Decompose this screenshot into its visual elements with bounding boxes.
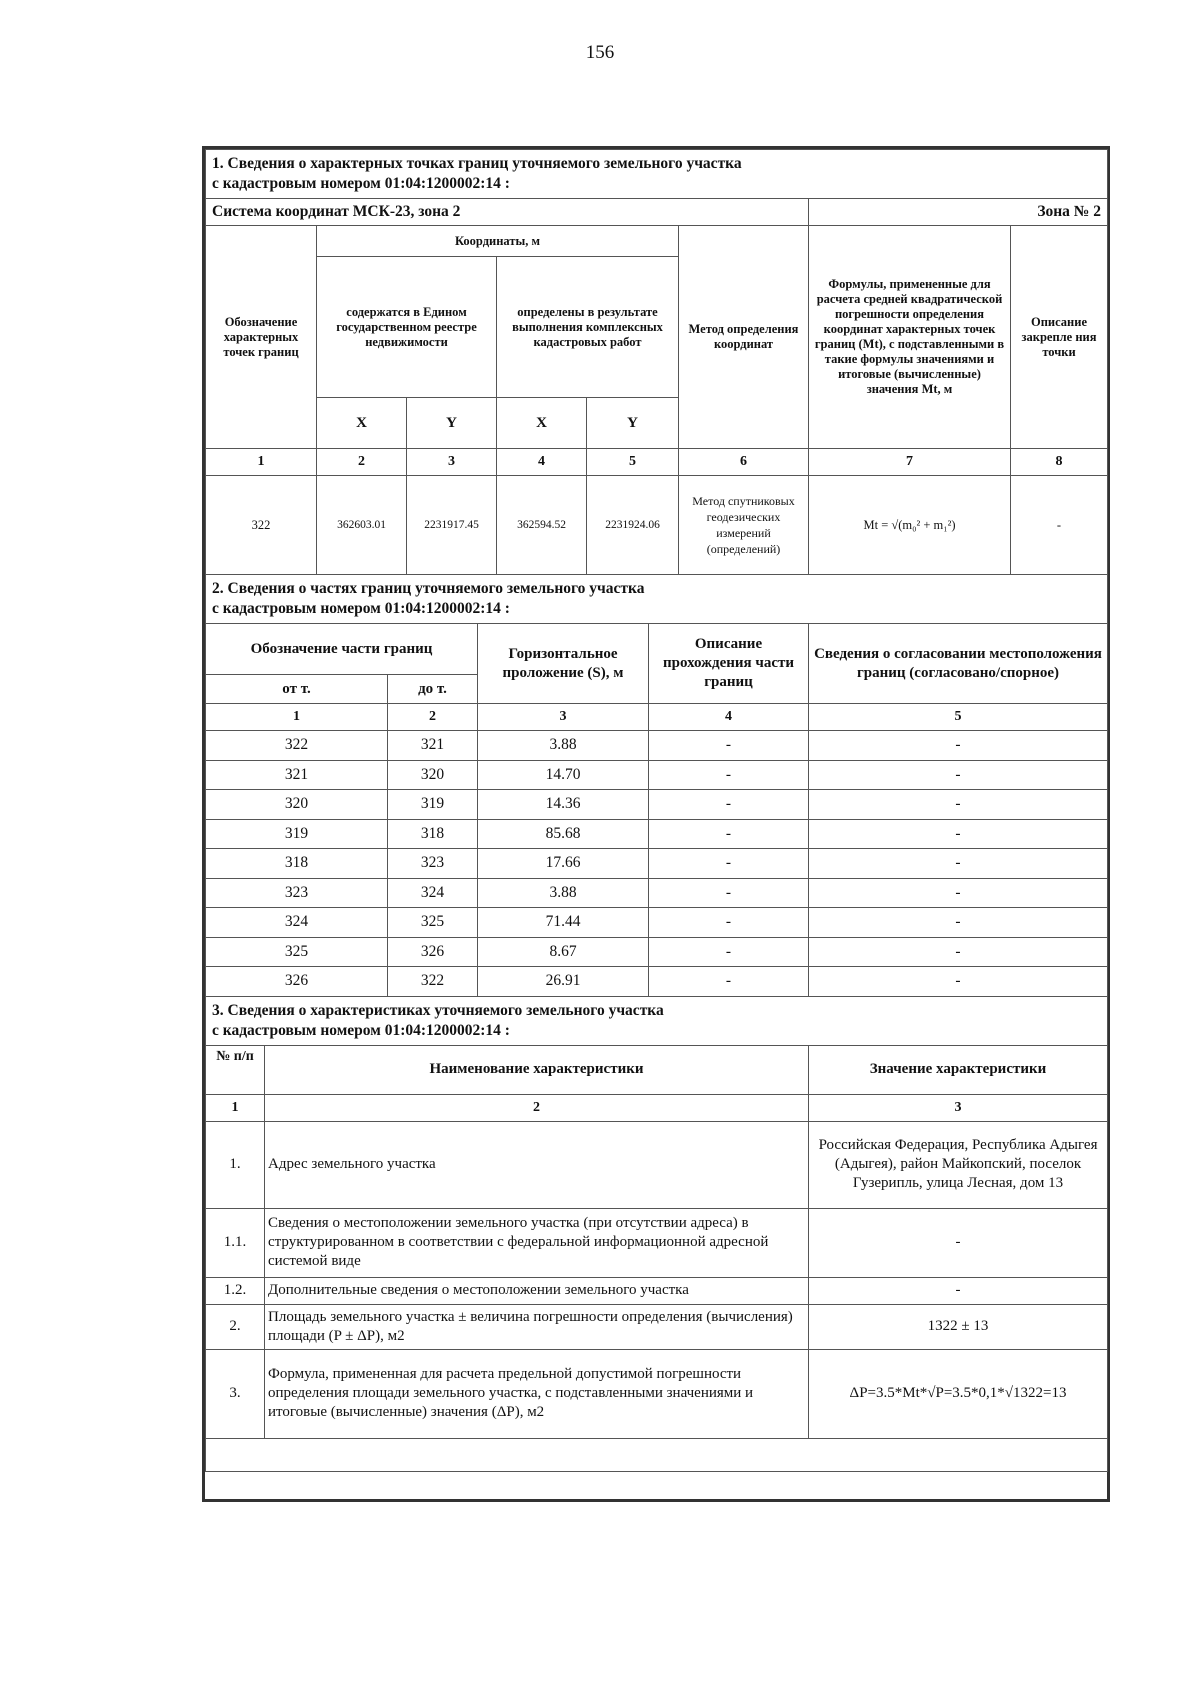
to-point: 321	[388, 731, 478, 761]
agreement-value: -	[809, 731, 1108, 761]
header-name: Наименование характеристики	[265, 1045, 809, 1094]
header-part: Обозначение части границ	[206, 624, 478, 675]
col-number: 4	[497, 449, 587, 476]
col-number: 3	[407, 449, 497, 476]
characteristic-name: Формула, примененная для расчета предельной допустимой погрешности определения площади земельного участка, с подставленными значениями и итоговые (вычисленные) значения (ΔP), м2	[265, 1349, 809, 1438]
from-point: 324	[206, 908, 388, 938]
header-method: Метод определения координат	[679, 226, 809, 449]
from-point: 325	[206, 937, 388, 967]
from-point: 321	[206, 760, 388, 790]
page-number: 156	[585, 42, 615, 63]
header-passage: Описание прохождения части границ	[649, 624, 809, 704]
table-row	[206, 1208, 1108, 1277]
col-number: 5	[809, 704, 1108, 731]
table-row	[206, 819, 1108, 849]
to-point: 325	[388, 908, 478, 938]
horizontal-value: 17.66	[478, 849, 649, 879]
header-to: до т.	[388, 675, 478, 704]
section2-title: 2. Сведения о частях границ уточняемого земельного участка с кадастровым номером 01:04:1200002:14 :	[206, 575, 1108, 624]
table-row	[206, 1304, 1108, 1349]
to-point: 320	[388, 760, 478, 790]
row-number: 1.	[206, 1121, 265, 1208]
from-point: 326	[206, 967, 388, 997]
col-number: 8	[1011, 449, 1108, 476]
to-point: 322	[388, 967, 478, 997]
characteristic-value: ΔP=3.5*Mt*√P=3.5*0,1*√1322=13	[809, 1349, 1108, 1438]
agreement-value: -	[809, 819, 1108, 849]
agreement-value: -	[809, 967, 1108, 997]
header-fixing: Описание закрепле ния точки	[1011, 226, 1108, 449]
passage-value: -	[649, 908, 809, 938]
from-point: 322	[206, 731, 388, 761]
col-number: 1	[206, 704, 388, 731]
fixing-value: -	[1011, 476, 1108, 575]
cadastral-document	[202, 146, 1110, 1502]
col-number: 4	[649, 704, 809, 731]
agreement-value: -	[809, 849, 1108, 879]
land-characteristics-table	[205, 996, 1108, 1472]
horizontal-value: 14.36	[478, 790, 649, 820]
characteristic-value: -	[809, 1208, 1108, 1277]
passage-value: -	[649, 937, 809, 967]
horizontal-value: 85.68	[478, 819, 649, 849]
kkr-y: 2231924.06	[587, 476, 679, 575]
blank-row	[206, 1438, 1108, 1471]
formula-value: Mt = √(m₀² + m₁²)	[809, 476, 1011, 575]
table-row	[206, 908, 1108, 938]
table-row	[206, 790, 1108, 820]
characteristic-value: 1322 ± 13	[809, 1304, 1108, 1349]
boundary-parts-table	[205, 574, 1108, 997]
col-number: 5	[587, 449, 679, 476]
header-horizontal: Горизонтальное проложение (S), м	[478, 624, 649, 704]
row-number: 1.2.	[206, 1277, 265, 1304]
table-row	[206, 476, 1108, 575]
point-id: 322	[206, 476, 317, 575]
passage-value: -	[649, 731, 809, 761]
characteristic-value: Российская Федерация, Республика Адыгея (Адыгея), район Майкопский, поселок Гузерипль, улица Лесная, дом 13	[809, 1121, 1108, 1208]
to-point: 318	[388, 819, 478, 849]
egrn-y: 2231917.45	[407, 476, 497, 575]
col-number: 3	[809, 1094, 1108, 1121]
to-point: 324	[388, 878, 478, 908]
characteristic-value: -	[809, 1277, 1108, 1304]
coordinate-system: Система координат МСК-23, зона 2	[206, 199, 809, 226]
col-number: 1	[206, 449, 317, 476]
to-point: 319	[388, 790, 478, 820]
characteristic-name: Площадь земельного участка ± величина погрешности определения (вычисления) площади (P ± ΔP), м2	[265, 1304, 809, 1349]
header-num: № п/п	[206, 1045, 265, 1094]
passage-value: -	[649, 790, 809, 820]
horizontal-value: 71.44	[478, 908, 649, 938]
characteristic-name: Дополнительные сведения о местоположении земельного участка	[265, 1277, 809, 1304]
characteristic-points-table	[205, 149, 1108, 575]
from-point: 318	[206, 849, 388, 879]
table-row	[206, 849, 1108, 879]
header-agreement: Сведения о согласовании местоположения границ (согласовано/спорное)	[809, 624, 1108, 704]
header-coordinates: Координаты, м	[317, 226, 679, 257]
agreement-value: -	[809, 878, 1108, 908]
egrn-x: 362603.01	[317, 476, 407, 575]
section1-title: 1. Сведения о характерных точках границ уточняемого земельного участка с кадастровым номером 01:04:1200002:14 :	[206, 150, 1108, 199]
col-number: 7	[809, 449, 1011, 476]
method-value: Метод спутниковых геодезических измерений (определений)	[679, 476, 809, 575]
table-row	[206, 1121, 1108, 1208]
horizontal-value: 3.88	[478, 731, 649, 761]
header-value: Значение характеристики	[809, 1045, 1108, 1094]
agreement-value: -	[809, 790, 1108, 820]
col-number: 2	[388, 704, 478, 731]
characteristic-name: Адрес земельного участка	[265, 1121, 809, 1208]
from-point: 323	[206, 878, 388, 908]
table-row	[206, 878, 1108, 908]
col-number: 3	[478, 704, 649, 731]
passage-value: -	[649, 819, 809, 849]
horizontal-value: 26.91	[478, 967, 649, 997]
table-row	[206, 760, 1108, 790]
characteristic-name: Сведения о местоположении земельного участка (при отсутствии адреса) в структурированном в соответствии с федеральной информационной адресной системой виде	[265, 1208, 809, 1277]
from-point: 319	[206, 819, 388, 849]
horizontal-value: 3.88	[478, 878, 649, 908]
header-from: от т.	[206, 675, 388, 704]
header-kkr: определены в результате выполнения комплексных кадастровых работ	[497, 257, 679, 398]
from-point: 320	[206, 790, 388, 820]
header-x2: X	[497, 398, 587, 449]
agreement-value: -	[809, 760, 1108, 790]
kkr-x: 362594.52	[497, 476, 587, 575]
row-number: 3.	[206, 1349, 265, 1438]
col-number: 1	[206, 1094, 265, 1121]
row-number: 2.	[206, 1304, 265, 1349]
passage-value: -	[649, 967, 809, 997]
header-x1: X	[317, 398, 407, 449]
col-number: 2	[265, 1094, 809, 1121]
section3-title: 3. Сведения о характеристиках уточняемого земельного участка с кадастровым номером 01:04:1200002:14 :	[206, 996, 1108, 1045]
passage-value: -	[649, 849, 809, 879]
agreement-value: -	[809, 937, 1108, 967]
table-row	[206, 731, 1108, 761]
header-point: Обозначение характерных точек границ	[206, 226, 317, 449]
passage-value: -	[649, 760, 809, 790]
zone-label: Зона № 2	[809, 199, 1108, 226]
agreement-value: -	[809, 908, 1108, 938]
row-number: 1.1.	[206, 1208, 265, 1277]
table-row	[206, 1349, 1108, 1438]
header-y2: Y	[587, 398, 679, 449]
horizontal-value: 14.70	[478, 760, 649, 790]
header-y1: Y	[407, 398, 497, 449]
passage-value: -	[649, 878, 809, 908]
table-row	[206, 937, 1108, 967]
col-number: 6	[679, 449, 809, 476]
horizontal-value: 8.67	[478, 937, 649, 967]
to-point: 323	[388, 849, 478, 879]
to-point: 326	[388, 937, 478, 967]
table-row	[206, 1277, 1108, 1304]
table-row	[206, 967, 1108, 997]
col-number: 2	[317, 449, 407, 476]
header-egrn: содержатся в Едином государственном реестре недвижимости	[317, 257, 497, 398]
header-formulas: Формулы, примененные для расчета средней квадратической погрешности определения координат характерных точек границ (Mt), с подставленными в такие формулы значениями и итоговые (вычисленные) значения Mt, м	[809, 226, 1011, 449]
